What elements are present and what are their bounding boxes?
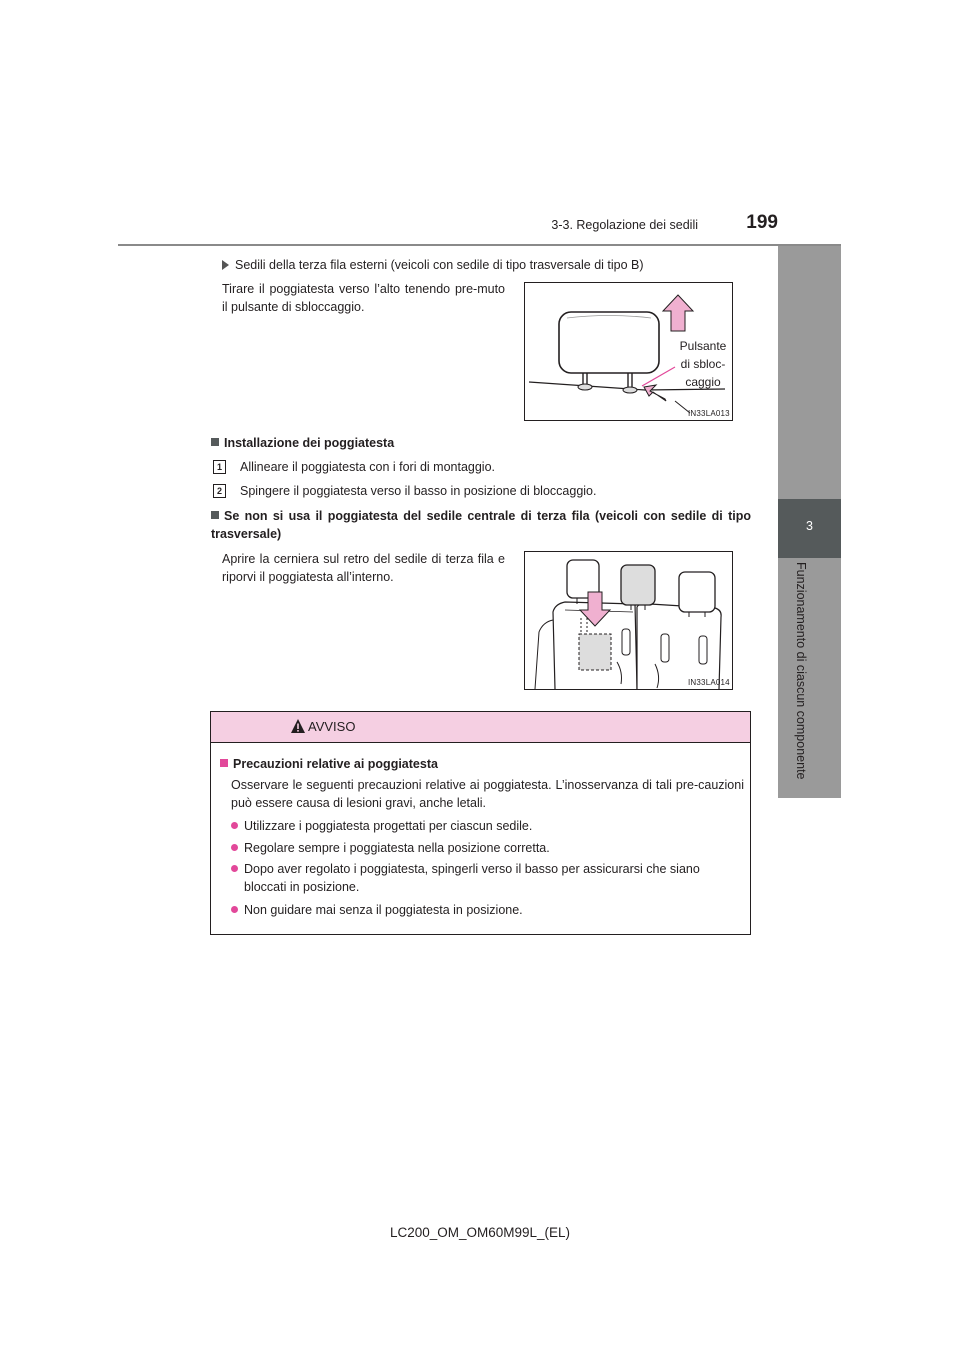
warning-triangle-icon [290,718,306,734]
chapter-side-label: Funzionamento di ciascun componente [794,562,808,780]
warning-subheading: Precauzioni relative ai poggiatesta [220,755,740,773]
square-bullet-icon [211,511,219,519]
section-c-text: Aprire la cerniera sul retro del sedile di terza fila e riporvi il poggiatesta all’interno. [222,552,505,584]
warning-bullet: Regolare sempre i poggiatesta nella posizione corretta. [231,839,744,857]
document-code-footer: LC200_OM_OM60M99L_(EL) [389,1225,571,1240]
warning-bullet: Non guidare mai senza il poggiatesta in posizione. [231,901,744,919]
warning-title: AVVISO [308,719,356,734]
pink-dot-bullet-icon [231,822,238,829]
headrest-storage-illustration [525,552,732,689]
square-bullet-icon [211,438,219,446]
pink-dot-bullet-icon [231,844,238,851]
pink-square-bullet-icon [220,759,228,767]
warning-bullet: Dopo aver regolato i poggiatesta, spingerli verso il basso per assicurarsi che siano bloccati in posizione. [231,860,744,896]
chapter-number: 3 [806,519,813,533]
release-button-callout: Pulsante di sbloc- caggio [679,339,727,389]
step-2-text: Spingere il poggiatesta verso il basso in posizione di bloccaggio. [240,484,597,498]
pink-dot-bullet-icon [231,865,238,872]
step-number-1: 1 [213,460,226,474]
section-c-heading: Se non si usa il poggiatesta del sedile centrale di terza fila (veicoli con sedile di tipo trasversale) [211,509,751,541]
warning-intro: Osservare le seguenti precauzioni relative ai poggiatesta. L’inosservanza di tali pre-cauzioni può essere causa di lesioni gravi, anche letali. [231,778,744,810]
figure-code: IN33LA014 [688,678,730,687]
side-tab-upper [778,246,841,499]
page-number: 199 [746,212,778,233]
warning-box [210,711,751,935]
figure-headrest-storage [524,551,733,690]
chapter-tab [778,499,841,558]
side-tab-lower [778,558,841,798]
step-number-2: 2 [213,484,226,498]
section-a-text: Tirare il poggiatesta verso l’alto tenendo pre-muto il pulsante di sbloccaggio. [222,282,505,314]
pink-dot-bullet-icon [231,906,238,913]
section-b-heading: Installazione dei poggiatesta [211,434,751,452]
figure-code: IN33LA013 [688,409,730,418]
step-1-text: Allineare il poggiatesta con i fori di montaggio. [240,460,496,474]
section-a-heading: Sedili della terza fila esterni (veicoli con sedile di tipo trasversale di tipo B) [222,256,762,274]
figure-headrest-release [524,282,733,421]
warning-bullet: Utilizzare i poggiatesta progettati per ciascun sedile. [231,817,744,835]
header-rule [118,244,841,246]
warning-header [211,712,750,743]
section-title: 3-3. Regolazione dei sedili [551,218,698,232]
triangle-bullet-icon [222,260,229,270]
